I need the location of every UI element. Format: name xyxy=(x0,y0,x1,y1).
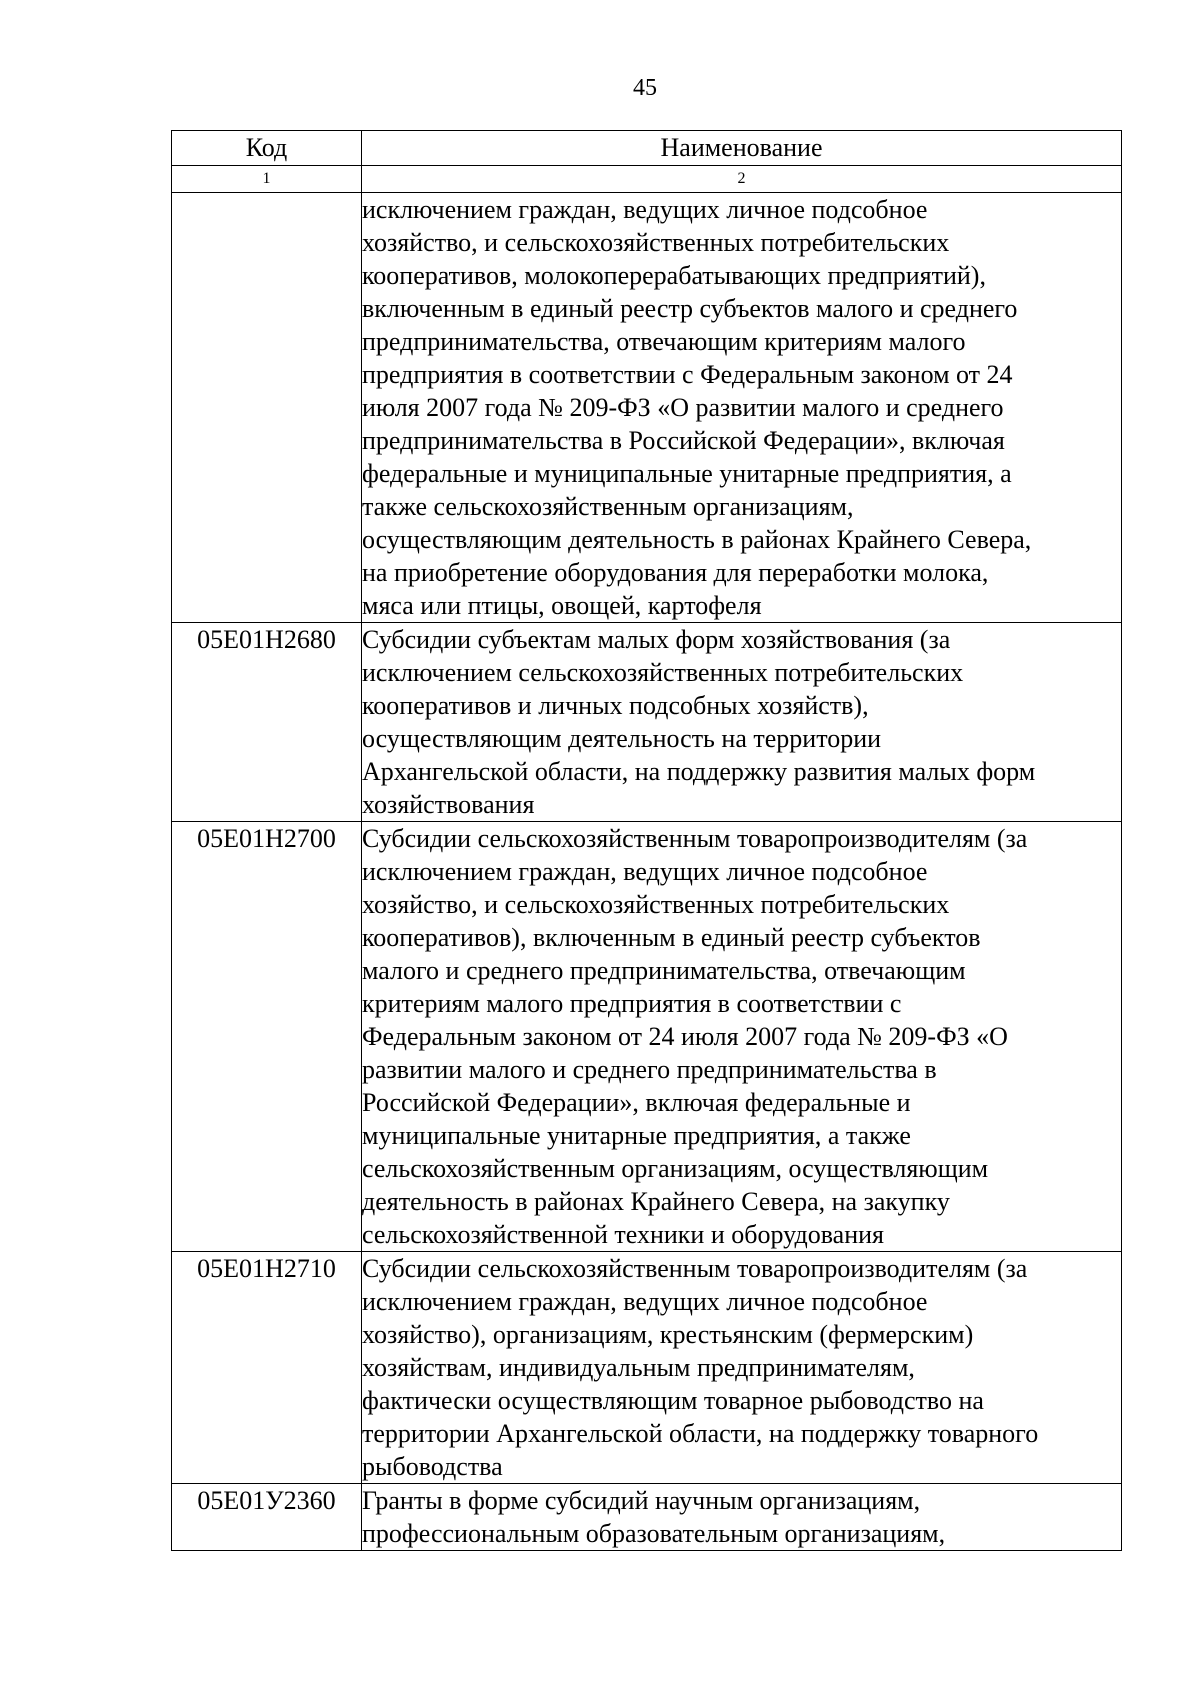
description-line: июля 2007 года № 209-ФЗ «О развитии малого и среднего xyxy=(362,393,1004,422)
budget-code-table xyxy=(171,130,1122,1551)
description-line: муниципальные унитарные предприятия, а также xyxy=(362,1121,911,1150)
description-line: хозяйство, и сельскохозяйственных потребительских xyxy=(362,228,950,257)
row-code: 05Е01У2360 xyxy=(172,1484,362,1551)
description-line: Субсидии сельскохозяйственным товаропроизводителям (за xyxy=(362,824,1028,853)
description-line: Федеральным законом от 24 июля 2007 года № 209-ФЗ «О xyxy=(362,1022,1008,1051)
page-number: 45 xyxy=(633,75,657,101)
row-description xyxy=(362,623,1122,822)
description-line: деятельность в районах Крайнего Севера, на закупку xyxy=(362,1187,950,1216)
column-number-code: 1 xyxy=(172,166,362,193)
description-line: Архангельской области, на поддержку развития малых форм xyxy=(362,757,1036,786)
description-line: мяса или птицы, овощей, картофеля xyxy=(362,591,762,620)
description-line: включенным в единый реестр субъектов малого и среднего xyxy=(362,294,1018,323)
description-line: исключением граждан, ведущих личное подсобное xyxy=(362,1287,928,1316)
row-code xyxy=(172,193,362,623)
description-line: хозяйствования xyxy=(362,790,535,819)
description-line: осуществляющим деятельность в районах Крайнего Севера, xyxy=(362,525,1032,554)
table-row xyxy=(172,193,1122,623)
description-line: кооперативов), включенным в единый реестр субъектов xyxy=(362,923,981,952)
description-line: кооперативов, молокоперерабатывающих предприятий), xyxy=(362,261,986,290)
description-line: развитии малого и среднего предпринимательства в xyxy=(362,1055,937,1084)
description-line: на приобретение оборудования для переработки молока, xyxy=(362,558,989,587)
row-description xyxy=(362,1252,1122,1484)
row-code: 05Е01Н2700 xyxy=(172,822,362,1252)
description-line: исключением граждан, ведущих личное подсобное xyxy=(362,857,928,886)
description-line: профессиональным образовательным организациям, xyxy=(362,1519,946,1548)
row-description xyxy=(362,1484,1122,1551)
description-line: предпринимательства в Российской Федерации», включая xyxy=(362,426,1005,455)
description-line: хозяйство, и сельскохозяйственных потребительских xyxy=(362,890,950,919)
description-line: фактически осуществляющим товарное рыбоводство на xyxy=(362,1386,984,1415)
description-line: исключением граждан, ведущих личное подсобное xyxy=(362,195,928,224)
row-code: 05Е01Н2710 xyxy=(172,1252,362,1484)
description-line: предприятия в соответствии с Федеральным законом от 24 xyxy=(362,360,1013,389)
description-line: кооперативов и личных подсобных хозяйств), xyxy=(362,691,869,720)
column-number-row xyxy=(172,166,1122,193)
description-line: предпринимательства, отвечающим критериям малого xyxy=(362,327,966,356)
column-number-name: 2 xyxy=(362,166,1122,193)
description-line: рыбоводства xyxy=(362,1452,503,1481)
table-row xyxy=(172,1252,1122,1484)
description-line: сельскохозяйственным организациям, осуществляющим xyxy=(362,1154,989,1183)
description-line: осуществляющим деятельность на территории xyxy=(362,724,882,753)
description-line: сельскохозяйственной техники и оборудования xyxy=(362,1220,884,1249)
description-line: Субсидии сельскохозяйственным товаропроизводителям (за xyxy=(362,1254,1028,1283)
table-row xyxy=(172,822,1122,1252)
description-line: Гранты в форме субсидий научным организациям, xyxy=(362,1486,921,1515)
description-line: малого и среднего предпринимательства, отвечающим xyxy=(362,956,966,985)
row-code: 05Е01Н2680 xyxy=(172,623,362,822)
description-line: критериям малого предприятия в соответствии с xyxy=(362,989,902,1018)
description-line: Российской Федерации», включая федеральные и xyxy=(362,1088,911,1117)
description-line: также сельскохозяйственным организациям, xyxy=(362,492,854,521)
description-line: федеральные и муниципальные унитарные предприятия, а xyxy=(362,459,1012,488)
row-description xyxy=(362,193,1122,623)
table-body xyxy=(172,193,1122,1551)
table-header-row xyxy=(172,131,1122,166)
description-line: исключением сельскохозяйственных потребительских xyxy=(362,658,964,687)
table-row xyxy=(172,623,1122,822)
description-line: территории Архангельской области, на поддержку товарного xyxy=(362,1419,1039,1448)
description-line: Субсидии субъектам малых форм хозяйствования (за xyxy=(362,625,951,654)
table-row xyxy=(172,1484,1122,1551)
description-line: хозяйствам, индивидуальным предпринимателям, xyxy=(362,1353,915,1382)
row-description xyxy=(362,822,1122,1252)
header-name: Наименование xyxy=(362,131,1122,166)
description-line: хозяйство), организациям, крестьянским (фермерским) xyxy=(362,1320,974,1349)
header-code: Код xyxy=(172,131,362,166)
